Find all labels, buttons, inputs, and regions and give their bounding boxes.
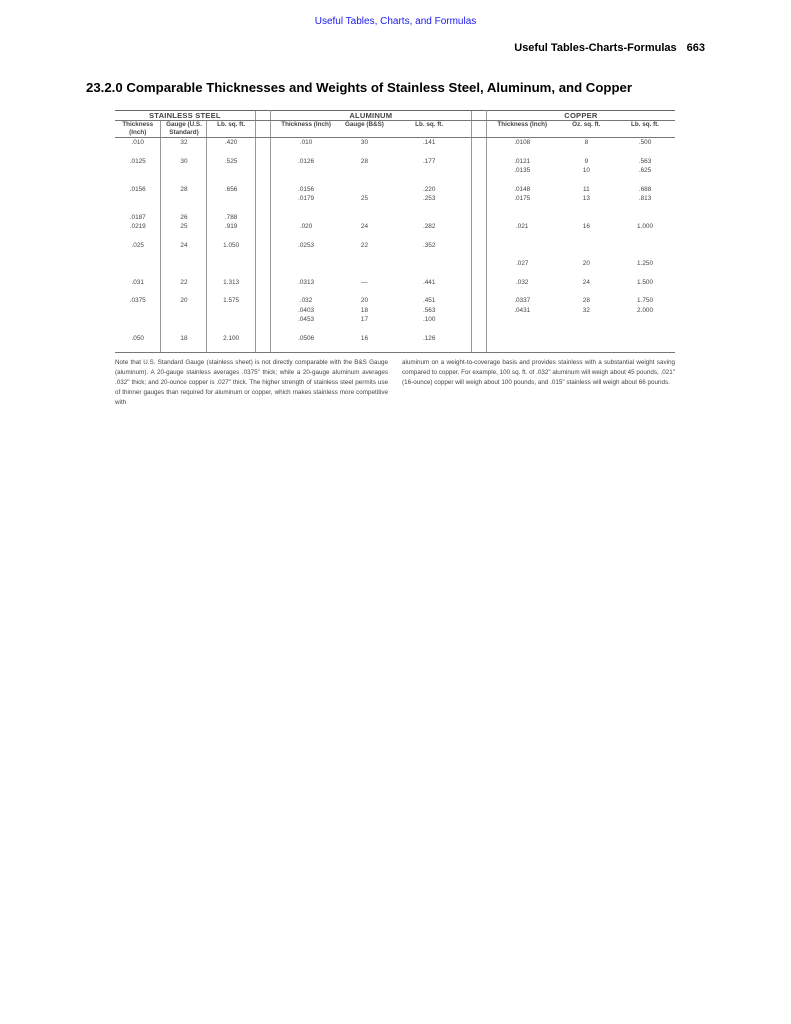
cell-al-gauge: 20 18 17 — [360, 297, 369, 323]
cell-cu-lb: 1.000 — [637, 223, 654, 230]
cell-ss-lb: .788 .919 — [207, 213, 255, 241]
table-row — [115, 241, 675, 260]
comparison-figure — [115, 110, 675, 408]
cell-ss-gauge: 24 — [161, 241, 207, 260]
cell-cu-lb: 1.750 2.000 — [637, 297, 654, 314]
cell-cu-lb: .688 .813 — [638, 185, 652, 202]
cell-al-lb: .177 — [422, 157, 436, 165]
cell-ss-thk: .0125 — [129, 157, 146, 165]
cell-al-lb: .141 — [422, 139, 436, 146]
table-row — [115, 278, 675, 297]
cell-cu-thk: .0108 — [514, 139, 531, 146]
cell-ss-gauge: 28 — [161, 185, 207, 213]
table-row — [115, 213, 675, 241]
cell-ss-gauge: 30 — [161, 157, 207, 185]
cell-ss-thk: .010 — [131, 139, 144, 146]
cell-al-thk: .032 .0403 .0453 — [298, 297, 315, 323]
cell-cu-lb: 1.250 — [637, 260, 654, 267]
cell-cu-thk: .0148 .0175 — [514, 185, 531, 202]
group-header-aluminum: ALUMINUM — [270, 111, 471, 121]
cell-cu-thk: .027 — [515, 260, 529, 267]
col-header-cu-oz: Oz. sq. ft. — [558, 121, 615, 138]
cell-cu-thk: .0121 .0135 — [514, 157, 531, 174]
cell-cu-thk — [486, 241, 557, 260]
top-link[interactable]: Useful Tables, Charts, and Formulas — [314, 16, 477, 27]
col-header-ss-lb: Lb. sq. ft. — [207, 121, 255, 138]
col-header-ss-gauge: Gauge (U.S. Standard) — [161, 121, 207, 138]
cell-cu-lb: .563 .625 — [638, 157, 652, 174]
cell-al-thk: .010 — [299, 139, 313, 146]
col-header-al-gauge: Gauge (B&S) — [341, 121, 387, 138]
cell-ss-thk: .031 — [131, 278, 144, 286]
running-title: Useful Tables-Charts-Formulas — [514, 42, 677, 54]
cell-ss-lb: .525 — [207, 157, 255, 185]
cell-cu-lb: 1.500 — [637, 278, 654, 286]
cell-al-thk: .0126 — [298, 157, 315, 165]
col-header-ss-thickness: Thickness (Inch) — [115, 121, 161, 138]
cell-cu-oz — [558, 334, 615, 353]
group-header-copper: COPPER — [486, 111, 675, 121]
cell-cu-lb: .500 — [638, 139, 652, 146]
cell-al-gauge: 16 — [341, 334, 387, 353]
cell-ss-lb: 1.313 — [207, 278, 255, 297]
cell-al-lb: .220 .253 — [422, 185, 436, 202]
cell-al-gauge — [341, 259, 387, 278]
cell-cu-oz: 8 — [584, 139, 589, 146]
table-row — [115, 185, 675, 213]
cell-cu-oz: 20 — [582, 260, 590, 267]
cell-ss-gauge: 20 — [161, 296, 207, 334]
cell-al-gauge: 25 — [360, 195, 369, 202]
table-row — [115, 296, 675, 334]
cell-cu-lb — [615, 241, 675, 260]
page-header — [514, 42, 705, 54]
cell-ss-thk — [115, 259, 161, 278]
col-header-cu-thickness: Thickness (Inch) — [486, 121, 557, 138]
cell-al-thk: .0313 — [298, 278, 315, 286]
table-row — [115, 334, 675, 353]
table-row — [115, 259, 675, 278]
col-header-cu-lb: Lb. sq. ft. — [615, 121, 675, 138]
cell-ss-thk: .050 — [115, 334, 161, 353]
cell-ss-thk: .0156 — [129, 185, 146, 193]
table-row — [115, 138, 675, 157]
cell-ss-gauge: 22 — [161, 278, 207, 297]
cell-ss-gauge — [161, 259, 207, 278]
section-title: 23.2.0 Comparable Thicknesses and Weights of Stainless Steel, Aluminum, and Copper — [86, 80, 632, 95]
footnote — [115, 358, 675, 408]
cell-al-thk: .0506 — [270, 334, 341, 353]
cell-ss-thk: .025 — [131, 241, 144, 249]
footnote-right: aluminum on a weight-to-coverage basis and provides stainless with a substantial weight saving compared to copper. For example, 100 sq. ft. of .032" aluminum will weigh about 45 pounds, .021" (16-ounce) copper will weigh about 100 pounds, and .015" stainless will weigh about 66 pounds. — [402, 359, 675, 386]
cell-ss-thk: .0375 — [129, 297, 146, 304]
cell-ss-lb: 2.100 — [207, 334, 255, 353]
page-number: 663 — [686, 42, 705, 54]
cell-cu-oz: 9 10 — [582, 157, 590, 174]
cell-ss-gauge: 26 25 — [161, 213, 207, 241]
cell-al-lb: .451 .563 .100 — [422, 297, 436, 323]
cell-cu-oz: 28 32 — [582, 297, 590, 314]
cell-cu-thk: .021 — [515, 223, 529, 230]
cell-cu-oz: 16 — [582, 223, 590, 230]
cell-al-gauge: 24 — [360, 223, 369, 230]
cell-ss-lb: 1.050 — [207, 241, 255, 260]
cell-al-gauge: 28 — [360, 157, 369, 165]
cell-ss-thk: .0187 .0219 — [129, 213, 146, 230]
cell-cu-thk: .0337 .0431 — [514, 297, 531, 314]
cell-al-thk: .0253 — [298, 241, 315, 249]
col-header-al-lb: Lb. sq. ft. — [387, 121, 471, 138]
cell-cu-oz: 11 13 — [582, 185, 590, 202]
cell-al-thk — [270, 259, 341, 278]
cell-cu-oz: 24 — [582, 278, 590, 286]
cell-ss-gauge: 32 — [161, 138, 207, 157]
cell-ss-lb: .420 — [207, 138, 255, 157]
cell-al-gauge: 30 — [360, 139, 369, 146]
cell-al-lb: .282 — [422, 223, 436, 230]
cell-al-lb: .126 — [387, 334, 471, 353]
cell-ss-lb: 1.575 — [207, 296, 255, 334]
cell-ss-gauge: 18 — [161, 334, 207, 353]
comparison-table — [115, 110, 675, 353]
cell-al-gauge: — — [361, 278, 368, 286]
cell-ss-lb — [207, 259, 255, 278]
cell-ss-lb: .656 — [207, 185, 255, 213]
cell-al-lb: .352 — [422, 241, 436, 249]
cell-al-lb: .441 — [422, 278, 436, 286]
cell-al-lb — [387, 259, 471, 278]
cell-al-gauge: 22 — [360, 241, 369, 249]
cell-cu-lb — [615, 334, 675, 353]
cell-al-thk: .0156 .0179 — [298, 185, 315, 202]
cell-cu-thk — [486, 334, 557, 353]
table-row — [115, 157, 675, 185]
cell-cu-oz — [558, 241, 615, 260]
cell-cu-thk: .032 — [515, 278, 529, 286]
cell-al-thk: .020 — [299, 223, 313, 230]
group-header-stainless: STAINLESS STEEL — [115, 111, 255, 121]
footnote-left: Note that U.S. Standard Gauge (stainless sheet) is not directly comparable with the B&S Gauge (aluminum). A 20-gauge stainless averages .0375" thick; while a 20-gauge aluminum averages .032" thick; and 20-ounce copper is .027" thick. The higher strength of stainless steel permits use of thinner gauges than required for aluminum or copper, which makes stainless more competitive with — [115, 359, 388, 406]
col-header-al-thickness: Thickness (Inch) — [270, 121, 341, 138]
